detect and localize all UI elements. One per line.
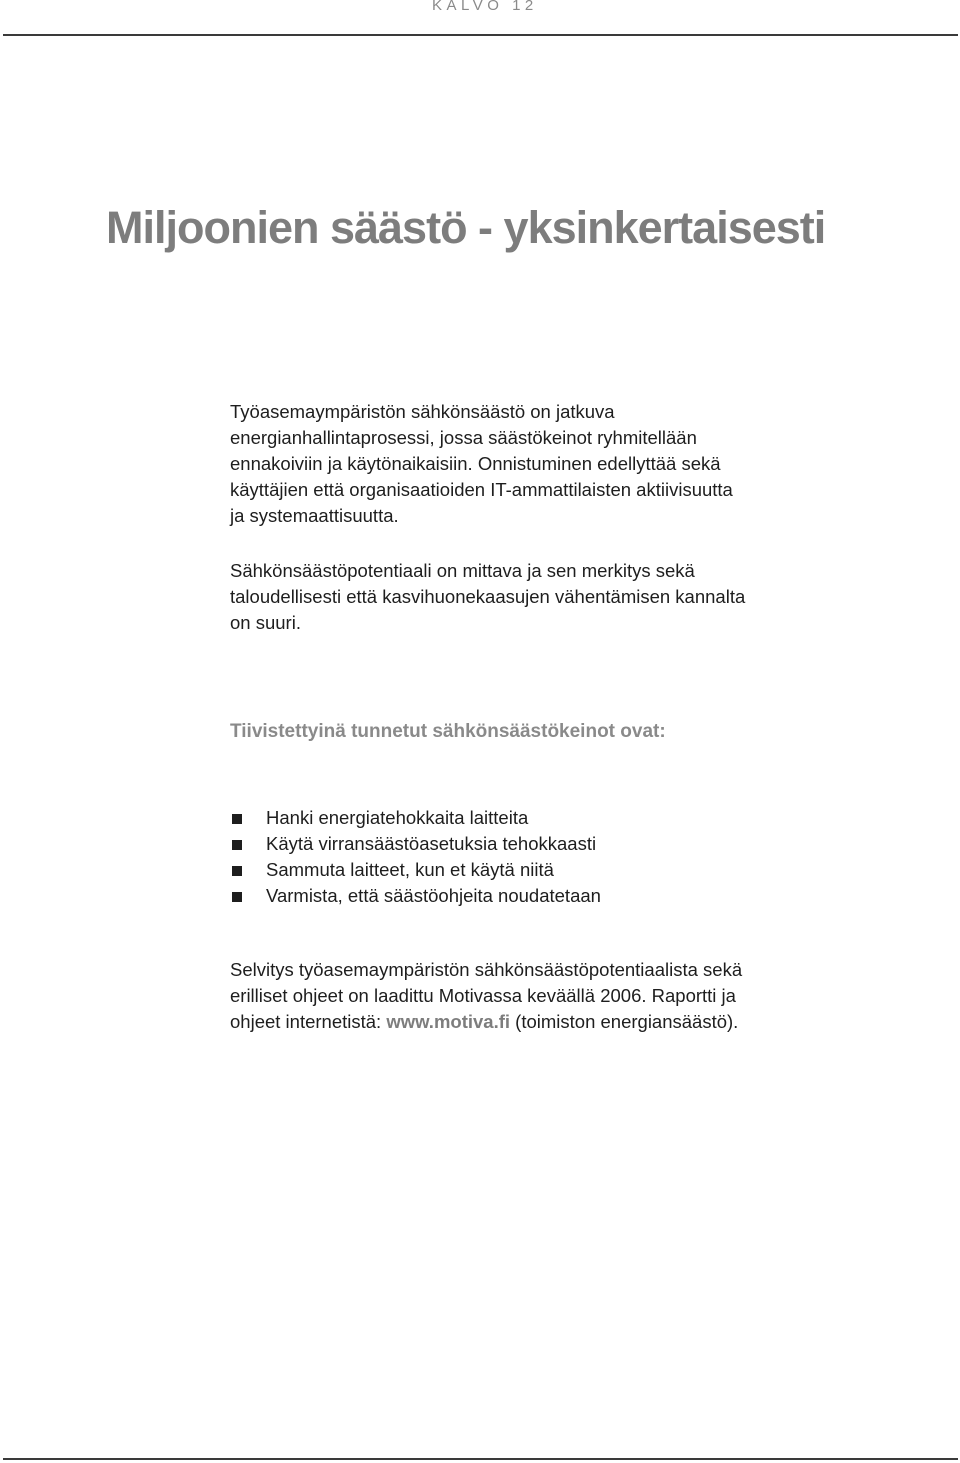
slide-number-label: KALVO 12 xyxy=(432,0,538,14)
methods-list xyxy=(232,805,601,909)
bottom-divider xyxy=(3,1458,958,1460)
intro-paragraph: Työasemaympäristön sähkönsäästö on jatkuva energianhallintaprosessi, jossa säästökeinot ryhmitellään ennakoiviin ja käytönaikaisiin. Onnistuminen edellyttää sekä käyttäjien että organisaatioiden IT-ammattilaisten aktiivisuutta ja systemaattisuutta. xyxy=(230,401,733,526)
closing-text-after: (toimiston energiansäästö). xyxy=(510,1011,739,1032)
list-item xyxy=(232,805,601,831)
top-divider xyxy=(3,34,958,36)
square-bullet-icon xyxy=(232,840,242,850)
list-item-text: Käytä virransäästöasetuksia tehokkaasti xyxy=(266,833,597,854)
list-item xyxy=(232,831,601,857)
list-item-text: Varmista, että säästöohjeita noudatetaan xyxy=(266,885,601,906)
list-item xyxy=(232,883,601,909)
potential-paragraph: Sähkönsäästöpotentiaali on mittava ja sen merkitys sekä taloudellisesti että kasvihuonekaasujen vähentämisen kannalta on suuri. xyxy=(230,560,746,633)
list-item-text: Hanki energiatehokkaita laitteita xyxy=(266,807,529,828)
motiva-link[interactable]: www.motiva.fi xyxy=(386,1011,511,1032)
square-bullet-icon xyxy=(232,814,242,824)
list-item-text: Sammuta laitteet, kun et käytä niitä xyxy=(266,859,554,880)
page-title: Miljoonien säästö - yksinkertaisesti xyxy=(106,202,826,253)
closing-text-before: Selvitys työasemaympäristön sähkönsäästöpotentiaalista sekä erilliset ohjeet on laadittu Motivassa keväällä 2006. Raportti ja ohjeet internetistä: xyxy=(230,959,743,1032)
square-bullet-icon xyxy=(232,866,242,876)
square-bullet-icon xyxy=(232,892,242,902)
closing-paragraph xyxy=(230,957,750,1035)
methods-subheading: Tiivistettyinä tunnetut sähkönsäästökeinot ovat: xyxy=(230,721,666,742)
list-item xyxy=(232,857,601,883)
